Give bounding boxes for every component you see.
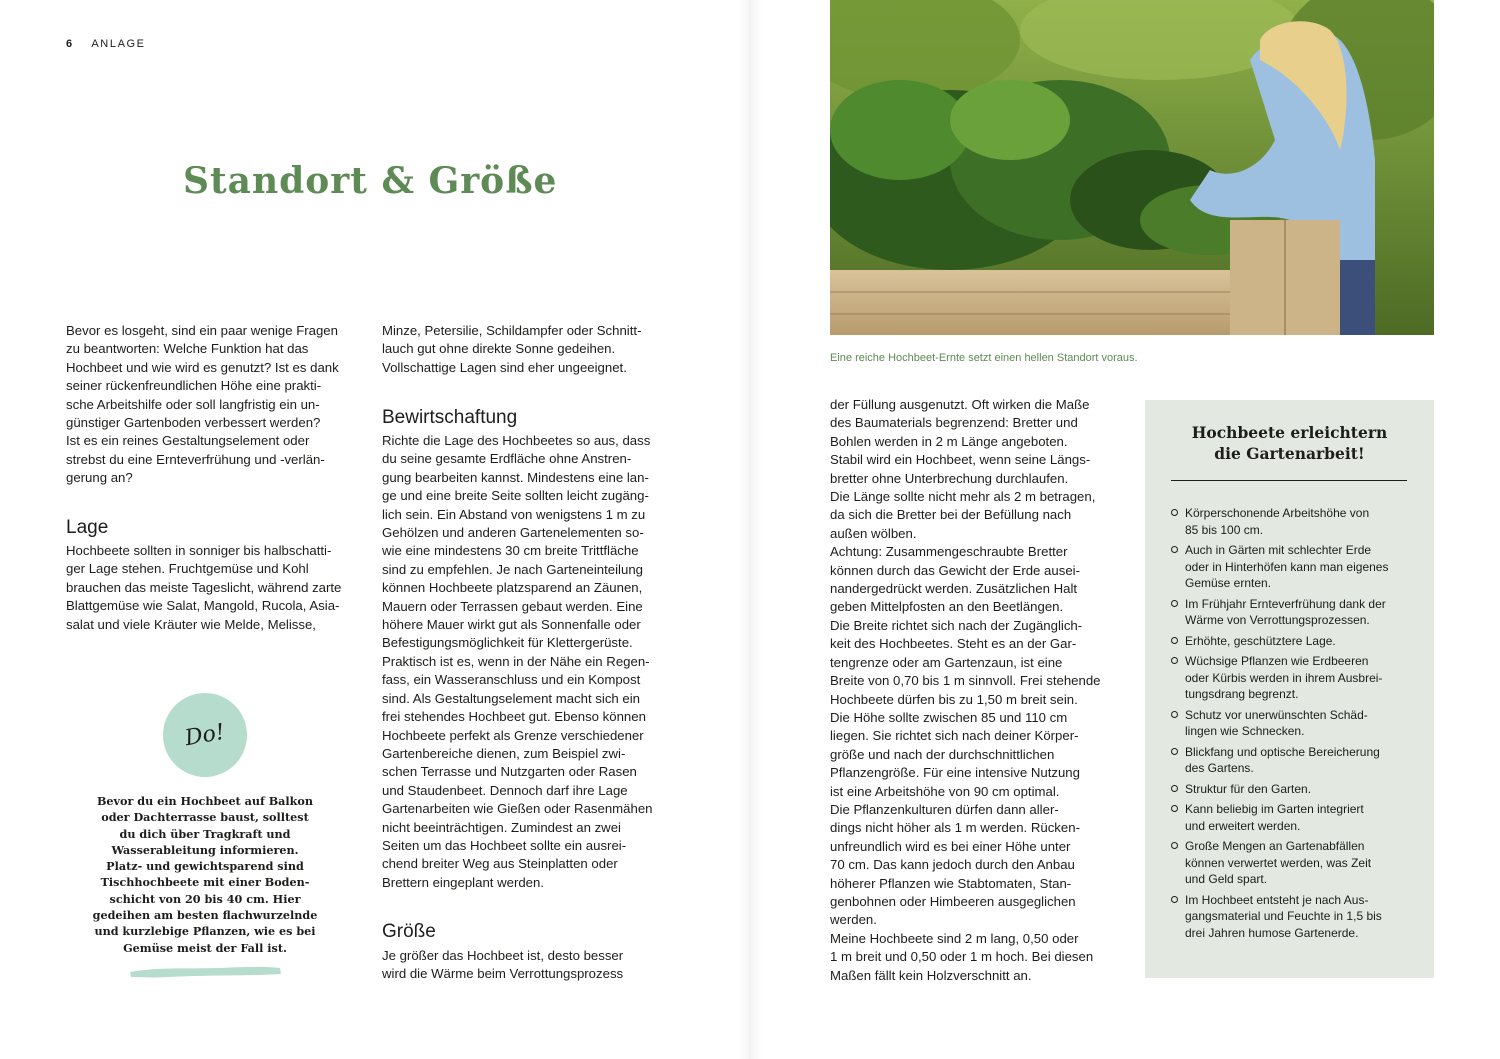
list-item xyxy=(1171,596,1411,629)
photo-caption: Eine reiche Hochbeet-Ernte setzt einen hellen Standort voraus. xyxy=(830,352,1138,364)
page-number: 6 xyxy=(66,38,74,50)
list-item-text: Wüchsige Pflanzen wie Erdbeeren oder Kürbis werden in ihrem Ausbrei- tungsdrang begrenzt. xyxy=(1185,654,1383,701)
circle-bullet-icon xyxy=(1171,600,1178,607)
heading-bewirtschaftung: Bewirtschaftung xyxy=(382,407,518,428)
list-item xyxy=(1171,633,1411,650)
do-badge xyxy=(163,693,247,777)
list-item xyxy=(1171,801,1411,834)
list-item xyxy=(1171,892,1411,942)
list-item-text: Struktur für den Garten. xyxy=(1185,781,1312,796)
list-item-text: Im Hochbeet entsteht je nach Aus- gangsmaterial und Feuchte in 1,5 bis drei Jahren humose Gartenerde. xyxy=(1185,892,1382,940)
section-label: ANLAGE xyxy=(91,38,146,50)
info-box-title: Hochbeete erleichtern die Gartenarbeit! xyxy=(1191,423,1388,463)
do-badge-label: Do! xyxy=(183,719,227,751)
page-folio xyxy=(66,38,146,50)
list-item xyxy=(1171,838,1411,888)
list-item-text: Erhöhte, geschütztere Lage. xyxy=(1185,633,1336,648)
lage-paragraph: Hochbeete sollten in sonniger bis halbschatti- ger Lage stehen. Fruchtgemüse und Kohl brauchen das meiste Tageslicht, während zarte Blattgemüse wie Salat, Mangold, Rucola, Asia- salat und viele Kräuter wie Melde, Melisse, xyxy=(66,543,342,632)
circle-bullet-icon xyxy=(1171,896,1178,903)
tip-text: Bevor du ein Hochbeet auf Balkon oder Dachterrasse baust, solltest du dich über Tragkraft und Wasserableitung informieren. Platz- und gewichtsparend sind Tischhochbeete mit einer Boden- schicht von 20 bis 40 cm. Hier gedeihen am besten flachwurzelnde und kurzlebige Pflanzen, wie es bei Gemüse meist der Fall ist. xyxy=(92,794,318,955)
circle-bullet-icon xyxy=(1171,842,1178,849)
intro-paragraph: Bevor es losgeht, sind ein paar wenige Fragen zu beantworten: Welche Funktion hat das Hochbeet und wie wird es genutzt? Ist es dank seiner rückenfreundlichen Höhe eine prakti- sche Arbeitshilfe oder soll langfristig ein un- günstiger Gartenboden verbessert werden? Ist es ein reines Gestaltungselement oder strebst du eine Ernteverfrühung und -verlän- gerung an? xyxy=(66,323,339,486)
raised-bed-photo xyxy=(830,0,1434,335)
page-title: Standort & Größe xyxy=(183,160,558,202)
groesse-continued-paragraph: der Füllung ausgenutzt. Oft wirken die Maße des Baumaterials begrenzend: Bretter und Bohlen werden in 2 m Länge angeboten. Stabil wird ein Hochbeet, wenn seine Längs- bretter ohne Unterbrechung durchlaufen. Die Länge sollte nicht mehr als 2 m betragen, da sich die Bretter bei der Befüllung nach außen wölben. Achtung: Zusammengeschraubte Bretter können durch das Gewicht der Erde ausei- nandergedrückt werden. Zusätzlichen Halt geben Mittelpfosten an den Beetlängen. Die Breite richtet sich nach der Zugänglich- keit des Hochbeetes. Steht es an der Gar- tengrenze oder am Gartenzaun, ist eine Breite von 0,70 bis 1 m sinnvoll. Frei stehende Hochbeete dürfen bis zu 1,50 m breit sein. Die Höhe sollte zwischen 85 und 110 cm liegen. Sie richtet sich nach deiner Körper- größe und nach der durchschnittlichen Pflanzengröße. Für eine intensive Nutzung ist eine Arbeitshöhe von 90 cm optimal. Die Pflanzenkulturen dürfen dann aller- dings nicht höher als 1 m werden. Rücken- unfreundlich wird es bei einer Höhe unter 70 cm. Das kann jedoch durch den Anbau höherer Pflanzen wie Stabtomaten, Stan- genbohnen oder Himbeeren ausgeglichen werden. Meine Hochbeete sind 2 m lang, 0,50 oder 1 m breit und 0,50 oder 1 m hoch. Bei diesen Maßen fällt kein Holzverschnitt an. xyxy=(830,397,1101,983)
list-item-text: Körperschonende Arbeitshöhe von 85 bis 100 cm. xyxy=(1185,506,1370,537)
heading-lage: Lage xyxy=(66,517,109,538)
circle-bullet-icon xyxy=(1171,805,1178,812)
circle-bullet-icon xyxy=(1171,637,1178,644)
list-item-text: Auch in Gärten mit schlechter Erde oder in Hinterhöfen kann man eigenes Gemüse ernten. xyxy=(1185,543,1389,590)
brush-stroke-decoration xyxy=(128,963,284,979)
list-item xyxy=(1171,653,1411,703)
list-item-text: Blickfang und optische Bereicherung des Gartens. xyxy=(1185,744,1380,775)
list-item xyxy=(1171,542,1411,592)
circle-bullet-icon xyxy=(1171,748,1178,755)
circle-bullet-icon xyxy=(1171,546,1178,553)
bewirtschaftung-paragraph: Richte die Lage des Hochbeetes so aus, dass du seine gesamte Erdfläche ohne Anstren- gung bearbeiten kannst. Mindestens eine lan- ge und eine breite Seite sollten leicht zugäng- lich sein. Ein Abstand von wenigstens 1 m zu Gehölzen und anderen Gartenelementen so- wie eine mindestens 30 cm breite Trittfläche sind zu empfehlen. Je nach Garteneinteilung können Hochbeete platzsparend an Zäunen, Mauern oder Terrassen gebaut werden. Eine höhere Mauer wirkt gut als Sonnenfalle oder Befestigungsmöglichkeit für Klettergerüste. Praktisch ist es, wenn in der Nähe ein Regen- fass, ein Wasseranschluss und ein Kompost sind. Als Gestaltungselement macht sich ein frei stehendes Hochbeet gut. Ebenso können Hochbeete perfekt als Grenze verschiedener Gartenbereiche dienen, zum Beispiel zwi- schen Terrasse und Nutzgarten oder Rasen und Staudenbeet. Dennoch darf ihre Lage Gartenarbeiten wie Gießen oder Rasenmähen nicht beeinträchtigen. Zumindest an zwei Seiten um das Hochbeet sollte ein ausrei- chend breiter Weg aus Steinplatten oder Brettern eingeplant werden. xyxy=(382,433,653,890)
list-item-text: Große Mengen an Gartenabfällen können verwertet werden, was Zeit und Geld spart. xyxy=(1185,839,1372,886)
info-box-divider xyxy=(1171,480,1407,481)
list-item-text: Schutz vor unerwünschten Schäd- lingen wie Schnecken. xyxy=(1185,707,1368,738)
list-item-text: Im Frühjahr Ernteverfrühung dank der Wärme von Verrottungsprozessen. xyxy=(1185,596,1386,627)
groesse-paragraph: Je größer das Hochbeet ist, desto besser wird die Wärme beim Verrottungsprozess xyxy=(382,948,624,982)
info-box-list xyxy=(1171,505,1411,945)
list-item xyxy=(1171,781,1411,798)
circle-bullet-icon xyxy=(1171,657,1178,664)
list-item xyxy=(1171,707,1411,740)
lage-continued-paragraph: Minze, Petersilie, Schildampfer oder Schnitt- lauch gut ohne direkte Sonne gedeihen. Vollschattige Lagen sind eher ungeeignet. xyxy=(382,323,642,375)
photo-illustration xyxy=(830,0,1434,335)
list-item-text: Kann beliebig im Garten integriert und erweitert werden. xyxy=(1185,802,1364,833)
circle-bullet-icon xyxy=(1171,711,1178,718)
list-item xyxy=(1171,505,1411,538)
circle-bullet-icon xyxy=(1171,509,1178,516)
list-item xyxy=(1171,744,1411,777)
book-spine-shadow xyxy=(738,0,762,1059)
heading-groesse: Größe xyxy=(382,921,436,942)
circle-bullet-icon xyxy=(1171,785,1178,792)
